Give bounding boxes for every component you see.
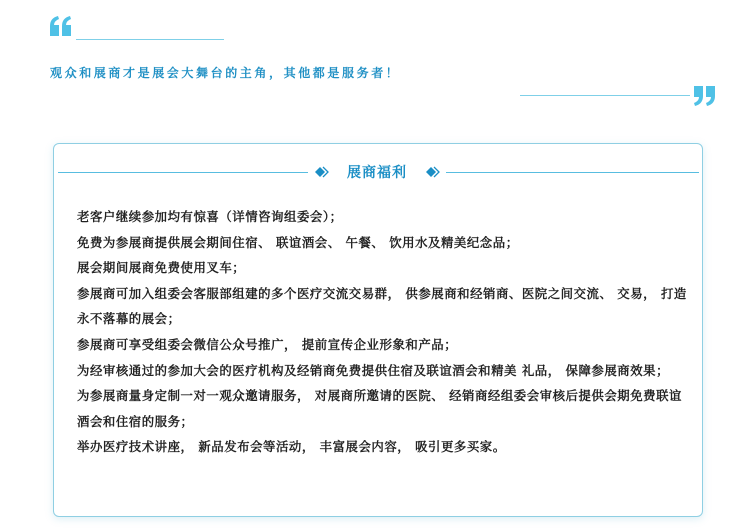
benefit-item: 老客户继续参加均有惊喜（详情咨询组委会）； xyxy=(77,209,343,224)
benefit-item: 举办医疗技术讲座， 新品发布会等活动， 丰富展会内容， 吸引更多买家。 xyxy=(77,439,506,455)
diamond-icon xyxy=(310,164,332,180)
benefit-item: 为经审核通过的参加大会的医疗机构及经销商免费提供住宿及联谊酒会和精美 礼品， 保障参展商效果； xyxy=(77,362,670,378)
card-header xyxy=(54,160,702,184)
quote-close-icon xyxy=(693,86,715,106)
benefit-item: 展会期间展商免费使用叉车； xyxy=(77,260,246,276)
card-title: 展商福利 xyxy=(347,165,407,181)
header-divider-right xyxy=(446,172,699,173)
diamond-icon xyxy=(422,164,444,180)
quote-open-icon xyxy=(50,16,72,36)
quote-bottom-divider xyxy=(520,95,690,96)
header-divider-left xyxy=(58,172,308,173)
benefit-item: 免费为参展商提供展会期间住宿、 联谊酒会、 午餐、 饮用水及精美纪念品； xyxy=(77,234,519,250)
benefits-list xyxy=(77,204,687,460)
quote-top-divider xyxy=(76,39,224,40)
benefits-card xyxy=(53,143,703,517)
benefit-item: 参展商可加入组委会客服部组建的多个医疗交流交易群， 供参展商和经销商、医院之间交流、 交易， 打造永不落幕的展会； xyxy=(77,285,687,327)
benefit-item: 参展商可享受组委会微信公众号推广， 提前宣传企业形象和产品； xyxy=(77,336,458,352)
slogan: 观众和展商才是展会大舞台的主角，其他都是服务者！ xyxy=(50,66,401,80)
benefit-item: 为参展商量身定制一对一观众邀请服务， 对展商所邀请的医院、 经销商经组委会审核后提供会期免费联谊酒会和住宿的服务； xyxy=(77,388,682,429)
